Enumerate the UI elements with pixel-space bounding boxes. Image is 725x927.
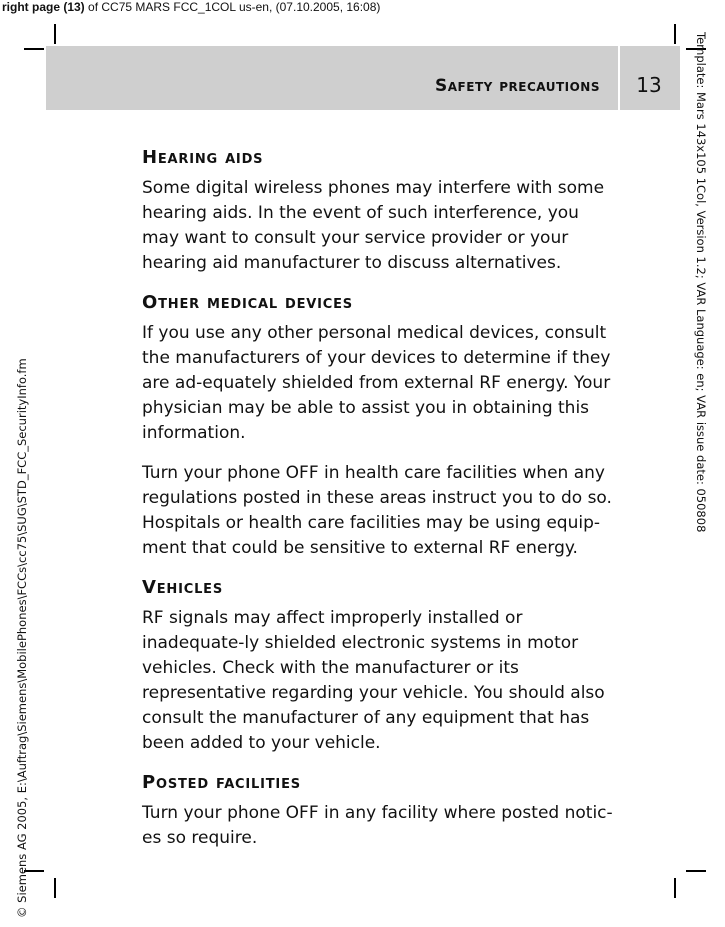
section-posted-facilities — [142, 771, 617, 851]
paragraph: RF signals may affect improperly installed or inadequate-ly shielded electronic systems in motor vehicles. Check with the manufacturer or its representative regarding your vehicle. You should also consult the manufacturer of any equipment that has been added to your vehicle. — [142, 608, 605, 753]
paragraph: Turn your phone OFF in health care facilities when any regulations posted in these areas instruct you to do so. Hospitals or health care facilities may be using equip-ment that could be sensitive to external RF energy. — [142, 463, 612, 558]
crop-mark — [54, 878, 56, 898]
section-heading: Other medical devices — [142, 292, 353, 313]
section-heading: Hearing aids — [142, 147, 264, 168]
section-hearing-aids — [142, 146, 617, 276]
section-other-medical-devices — [142, 291, 617, 561]
crop-mark — [24, 48, 44, 50]
template-note: Template: Mars 143x105 1Col, Version 1.2; VAR Language: en; VAR issue date: 050808 — [694, 32, 708, 533]
section-title: Safety precautions — [435, 76, 600, 96]
paragraph: Turn your phone OFF in any facility where posted notic-es so require. — [142, 803, 613, 848]
page-number: 13 — [636, 73, 662, 97]
crop-mark — [674, 878, 676, 898]
crop-mark — [674, 24, 676, 44]
print-job-page-label: right page (13) — [2, 0, 85, 14]
print-job-header — [2, 0, 380, 14]
section-heading: Posted facilities — [142, 772, 301, 793]
paragraph: Some digital wireless phones may interfere with some hearing aids. In the event of such interference, you may want to consult your service provider or your hearing aid manufacturer to discuss alternatives. — [142, 178, 605, 273]
print-job-details: of CC75 MARS FCC_1COL us-en, (07.10.2005, 16:08) — [84, 0, 381, 14]
section-vehicles — [142, 576, 617, 756]
crop-mark — [54, 24, 56, 44]
copyright-path-note: © Siemens AG 2005, E:\Auftrag\Siemens\MobilePhones\FCCs\cc75\SUG\STD_FCC_SecurityInfo.fm — [15, 358, 29, 918]
section-heading: Vehicles — [142, 577, 223, 598]
crop-mark — [686, 870, 706, 872]
main-content — [142, 146, 617, 866]
paragraph: If you use any other personal medical devices, consult the manufacturers of your devices to determine if they are ad-equately shielded from external RF energy. Your physician may be able to assist you in obtaining this information. — [142, 323, 611, 443]
